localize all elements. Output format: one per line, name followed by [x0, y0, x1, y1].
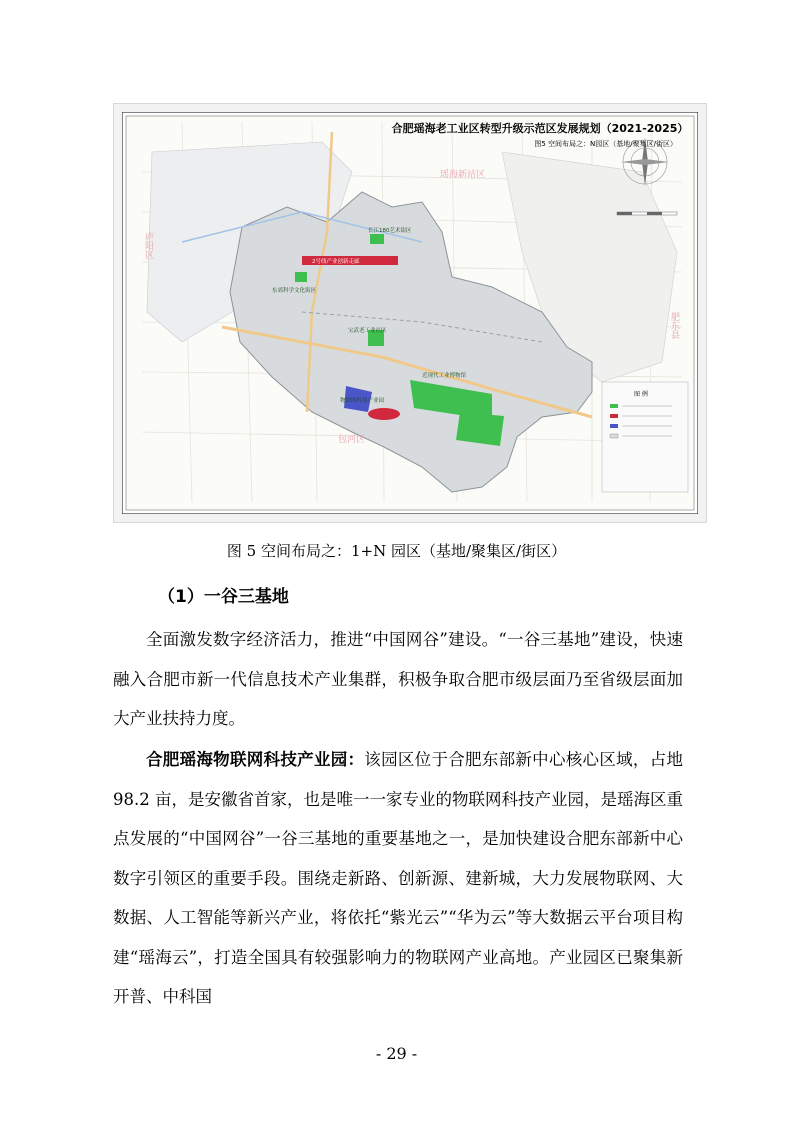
- label-corridor: 2号线产业创新走廊: [312, 259, 360, 265]
- label-museum: 近现代工业博物馆: [422, 373, 467, 379]
- page-number: - 29 -: [375, 1044, 418, 1063]
- park-red-marker: [368, 408, 400, 420]
- label-baowu: 宝武老工业社区: [348, 328, 387, 334]
- label-dongjiao: 东郊科学文化街区: [272, 288, 317, 294]
- district-label-baohe: 包河区: [338, 435, 366, 445]
- park-green-dongjiao: [295, 272, 307, 282]
- paragraph-iot-park: [113, 740, 683, 1017]
- district-label-feidong: 肥东县: [669, 312, 679, 339]
- park-green-changjiang: [370, 234, 384, 244]
- section-heading: （1）一谷三基地: [158, 587, 289, 607]
- district-label-xinzhan: 瑶海新站区: [440, 170, 486, 180]
- paragraph-lead: 合肥瑶海物联网科技产业园：: [146, 750, 365, 769]
- legend-title: 图 例: [634, 391, 648, 398]
- label-changjiang: 长江180艺术街区: [368, 228, 412, 234]
- label-iot-park: 物联网科技产业园: [340, 398, 385, 404]
- map-figure: [113, 103, 707, 523]
- paragraph-intro: 全面激发数字经济活力，推进“中国网谷”建设。“一谷三基地”建设，快速融入合肥市新一代信息技术产业集群，积极争取合肥市级层面乃至省级层面加大产业扶持力度。: [113, 630, 683, 728]
- district-map: [122, 112, 698, 514]
- legend-box: [602, 382, 688, 492]
- paragraph-body: 该园区位于合肥东部新中心核心区域，占地 98.2 亩，是安徽省首家，也是唯一一家专业的物联网科技产业园，是瑶海区重点发展的“中国网谷”一谷三基地的重要基地之一，是加快建设合肥东部新中心数字引领区的重要手段。围绕走新路、创新源、建新城，大力发展物联网、大数据、人工智能等新兴产业，将依托“紫光云”“华为云”等大数据云平台项目构建“瑶海云”，打造全国具有较强影响力的物联网产业高地。产业园区已聚集新开普、中科国: [113, 750, 684, 1006]
- scale-bar: [617, 212, 677, 215]
- park-green-south: [456, 412, 504, 446]
- district-label-luyang: 庐阳区: [143, 232, 153, 259]
- map-title: 合肥瑶海老工业区转型升级示范区发展规划（2021-2025）: [391, 122, 689, 135]
- map-subtitle: 图5 空间布局之：N园区（基地/聚集区/街区）: [534, 140, 677, 148]
- figure-caption: 图 5 空间布局之：1+N 园区（基地/聚集区/街区）: [226, 542, 567, 560]
